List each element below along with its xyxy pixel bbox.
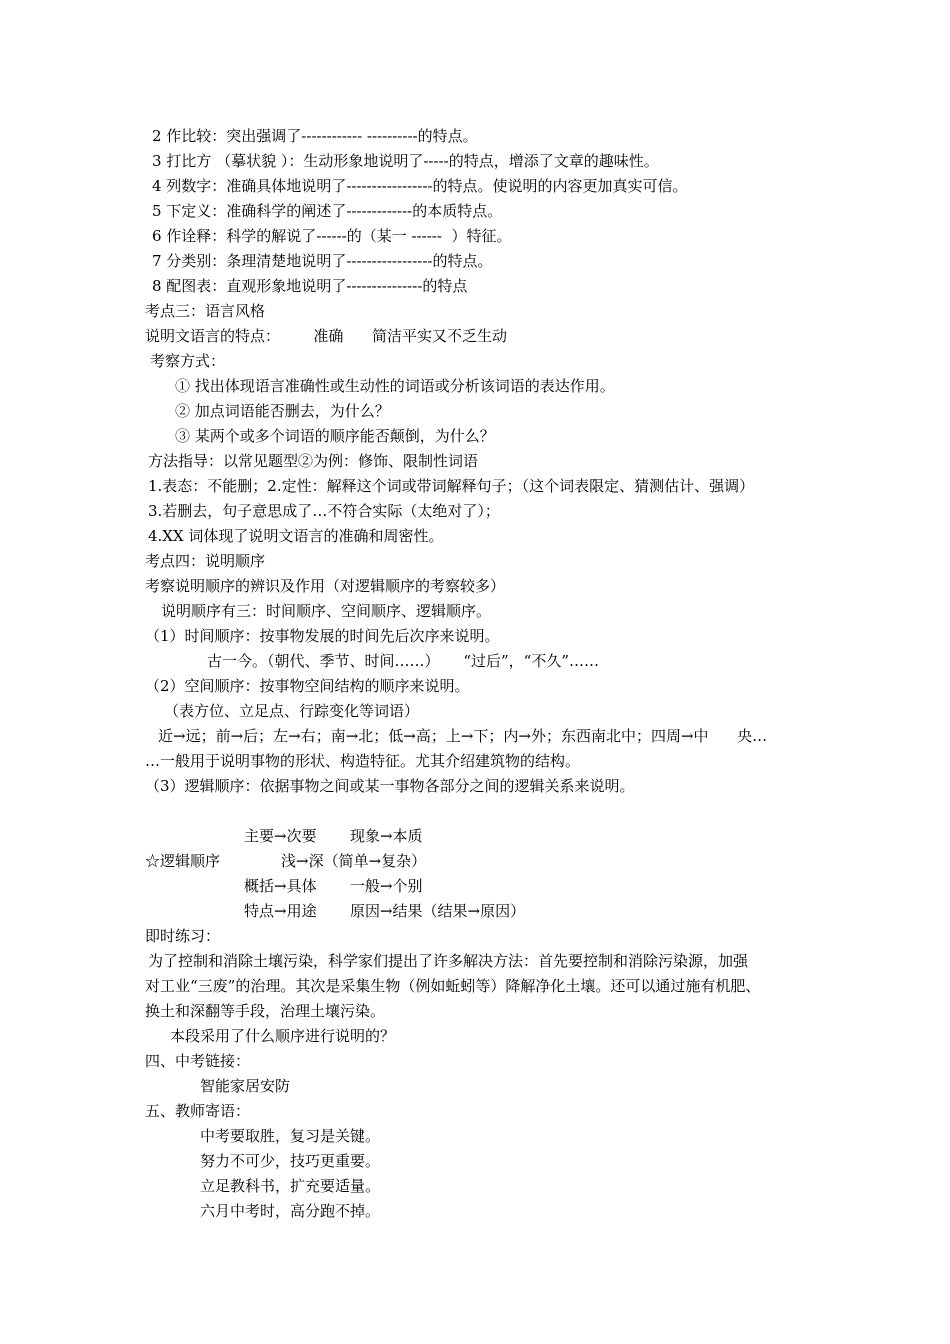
list-item: ② 加点词语能否删去，为什么？ xyxy=(175,402,390,420)
text-line: …一般用于说明事物的形状、构造特征。尤其介绍建筑物的结构。 xyxy=(145,752,581,770)
section-heading: 五、教师寄语： xyxy=(145,1102,251,1120)
text-line: （2）空间顺序：按事物空间结构的顺序来说明。 xyxy=(145,677,470,695)
text-line: 4 列数字：准确具体地说明了-----------------的特点。使说明的内容更加真实可信。 xyxy=(152,177,688,195)
text-line: 主要→次要 现象→本质 xyxy=(244,827,423,845)
text-line: 6 作诠释：科学的解说了------的（某一 ------ ）特征。 xyxy=(152,227,512,245)
text-line: （3）逻辑顺序：依据事物之间或某一事物各部分之间的逻辑关系来说明。 xyxy=(145,777,635,795)
text-line: 3 打比方 （摹状貌 ）：生动形象地说明了-----的特点，增添了文章的趣味性。 xyxy=(152,152,659,170)
text-line: 特点→用途 原因→结果（结果→原因） xyxy=(244,902,526,920)
text-line: 为了控制和消除土壤污染，科学家们提出了许多解决方法：首先要控制和消除污染源，加强 xyxy=(148,952,749,970)
text-line: 浅→深（简单→复杂） xyxy=(281,852,427,870)
text-line: 本段采用了什么顺序进行说明的？ xyxy=(170,1027,396,1045)
text-line: 立足教科书，扩充要适量。 xyxy=(200,1177,381,1195)
text-line: 努力不可少，技巧更重要。 xyxy=(200,1152,381,1170)
list-item: ① 找出体现语言准确性或生动性的词语或分析该词语的表达作用。 xyxy=(175,377,615,395)
text-line: （表方位、立足点、行踪变化等词语） xyxy=(164,702,420,720)
text-line: 8 配图表：直观形象地说明了---------------的特点 xyxy=(152,277,468,295)
text-line: 古一今。（朝代、季节、时间……） “过后”，“不久”…… xyxy=(207,652,600,670)
text-line: ☆逻辑顺序 xyxy=(145,852,221,870)
text-line: 2 作比较：突出强调了------------ ----------的特点。 xyxy=(152,127,478,145)
section-heading: 即时练习： xyxy=(145,927,221,945)
text-line: 考察说明顺序的辨识及作用（对逻辑顺序的考察较多） xyxy=(145,577,506,595)
text-line: 近→远；前→后；左→右；南→北；低→高；上→下；内→外；东西南北中；四周→中 央… xyxy=(158,727,768,745)
text-line: 说明文语言的特点： 准确 简洁平实又不乏生动 xyxy=(145,327,507,345)
text-line: 4.XX 词体现了说明文语言的准确和周密性。 xyxy=(148,527,444,545)
list-item: ③ 某两个或多个词语的顺序能否颠倒，为什么？ xyxy=(175,427,495,445)
text-line: 1.表态：不能删；2.定性：解释这个词或带词解释句子；（这个词表限定、猜测估计、强调） xyxy=(148,477,755,495)
section-heading: 考点三：语言风格 xyxy=(145,302,266,320)
section-heading: 四、中考链接： xyxy=(145,1052,251,1070)
text-line: 3.若删去，句子意思成了…不符合实际（太绝对了）； xyxy=(148,502,500,520)
text-line: 方法指导：以常见题型②为例：修饰、限制性词语 xyxy=(148,452,479,470)
text-line: 说明顺序有三：时间顺序、空间顺序、逻辑顺序。 xyxy=(161,602,492,620)
text-line: 换土和深翻等手段，治理土壤污染。 xyxy=(145,1002,386,1020)
text-line: 7 分类别：条理清楚地说明了-----------------的特点。 xyxy=(152,252,493,270)
text-line: 智能家居安防 xyxy=(200,1077,291,1095)
text-line: 5 下定义：准确科学的阐述了-------------的本质特点。 xyxy=(152,202,503,220)
section-heading: 考点四：说明顺序 xyxy=(145,552,266,570)
text-line: 考察方式： xyxy=(150,352,226,370)
text-line: （1）时间顺序：按事物发展的时间先后次序来说明。 xyxy=(145,627,500,645)
text-line: 六月中考时，高分跑不掉。 xyxy=(200,1202,381,1220)
text-line: 概括→具体 一般→个别 xyxy=(244,877,423,895)
text-line: 中考要取胜，复习是关键。 xyxy=(200,1127,381,1145)
text-line: 对工业“三废”的治理。其次是采集生物（例如蚯蚓等）降解净化土壤。还可以通过施有机肥、 xyxy=(145,977,761,995)
